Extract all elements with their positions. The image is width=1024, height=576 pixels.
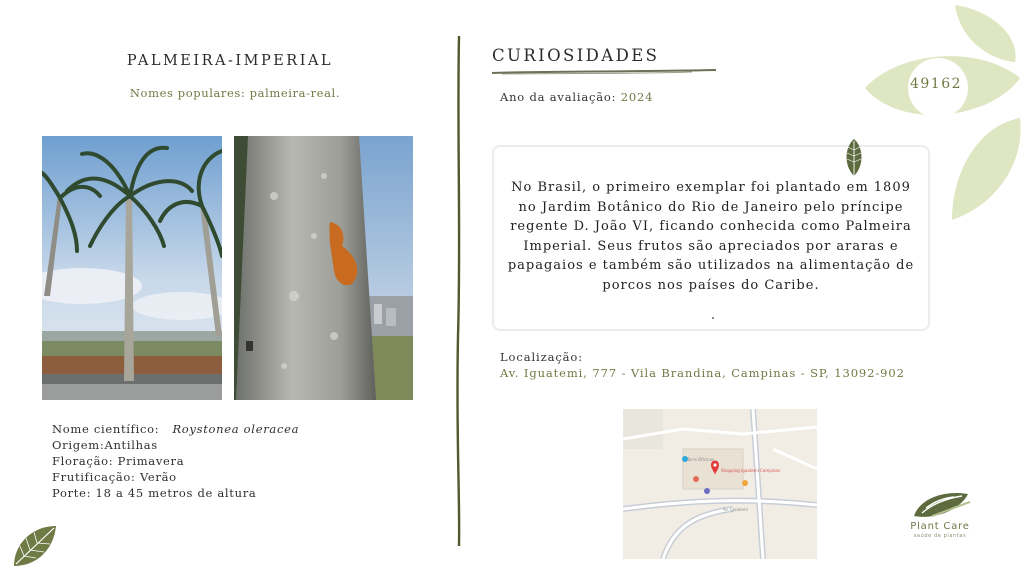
scientific-label: Nome científico:: [52, 422, 160, 436]
curiosities-heading: CURIOSIDADES: [492, 46, 660, 65]
location-map[interactable]: [623, 409, 817, 559]
leaf-icon: [842, 138, 866, 178]
curiosity-text: No Brasil, o primeiro exemplar foi plantado em 1809 no Jardim Botânico do Rio de Janeiro pelo príncipe regente D. João VI, ficando conhecida como Palmeira Imperial. Seus frutos são apreciados por araras e papagaios e também são utilizados na alimentação de porcos nos países do Caribe.: [507, 180, 915, 293]
map-label: Shopping Iguatemi Campinas: [721, 468, 780, 473]
trunk-photo: [234, 136, 413, 400]
year-value: 2024: [620, 90, 654, 104]
heading-underline: [492, 68, 716, 76]
leaf-icon: [10, 522, 60, 570]
divider: [454, 36, 464, 546]
evaluation-year: [500, 90, 653, 104]
tree-number: 49162: [909, 76, 963, 92]
palm-trees-photo: [42, 136, 222, 400]
plant-title: PALMEIRA-IMPERIAL: [126, 53, 334, 69]
scientific-name: Roystonea oleracea: [172, 422, 300, 436]
card-dot: [712, 317, 714, 319]
flowering: Floração: Primavera: [52, 454, 185, 468]
origin: Origem:Antilhas: [52, 438, 158, 452]
popular-names: Nomes populares: palmeira-real.: [129, 86, 341, 100]
location-address[interactable]: Av. Iguatemi, 777 - Vila Brandina, Campinas - SP, 13092-902: [500, 366, 905, 380]
map-label: Torre Oficinas: [687, 457, 715, 462]
year-label: Ano da avaliação:: [500, 90, 617, 104]
brand-name: Plant Care: [910, 521, 970, 532]
brand-tagline: saúde de plantas: [913, 533, 967, 539]
size: Porte: 18 a 45 metros de altura: [52, 486, 257, 500]
location-label: Localização:: [500, 350, 584, 364]
fruiting: Frutificação: Verão: [52, 470, 177, 484]
plant-facts: [52, 421, 299, 501]
scientific-name-row: [52, 421, 299, 437]
map-label: Av. Iguatemi: [723, 507, 748, 512]
